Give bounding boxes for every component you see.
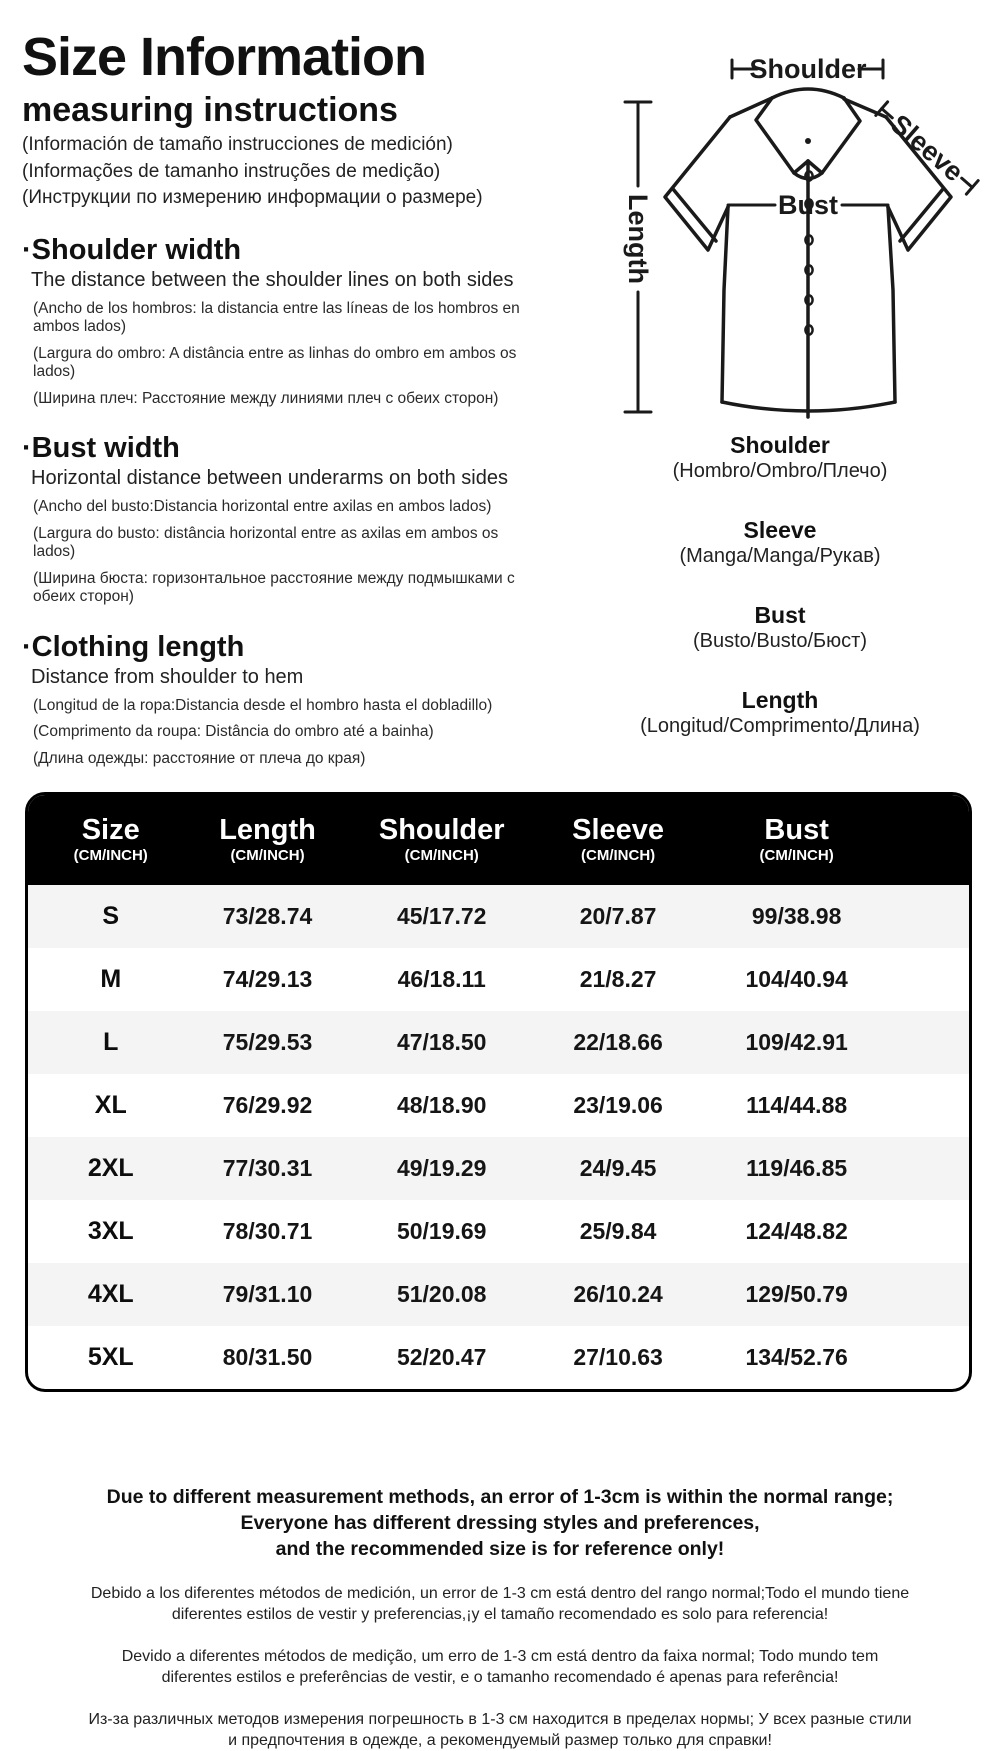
cell-size: 5XL [87,1343,134,1371]
section-description: Distance from shoulder to hem [31,665,304,688]
table-row-2xl [28,1137,969,1200]
table-row-5xl [28,1326,969,1389]
section-translation-pt: (Largura do busto: distância horizontal entre as axilas em ambos os lados) [33,524,499,560]
page-title: Size Information [22,27,427,87]
column-unit: (CM/INCH) [230,847,305,864]
sleeve-diagram-label: Sleeve [884,108,970,188]
cell-length: 75/29.53 [222,1029,313,1055]
section-translation-es: (Longitud de la ropa:Distancia desde el hombro hasta el dobladillo) [33,696,493,714]
legend-length [555,687,1000,739]
table-row-xl [28,1074,969,1137]
cell-length: 78/30.71 [222,1218,313,1244]
cell-bust: 119/46.85 [746,1155,848,1181]
section-description: The distance between the shoulder lines on both sides [31,268,514,291]
title-translation-ru: (Инструкции по измерению информации о размере) [22,187,483,208]
disclaimer-en-line3: and the recommended size is for reference only! [275,1538,725,1560]
column-label: Shoulder [378,814,505,846]
cell-size: XL [94,1091,127,1119]
cell-shoulder: 50/19.69 [396,1218,487,1244]
section-heading-text: Shoulder width [31,233,242,266]
section-heading [22,432,542,465]
title-translation-es: (Información de tamaño instrucciones de medición) [22,134,453,155]
column-unit: (CM/INCH) [581,847,656,864]
cell-sleeve: 24/9.45 [579,1155,657,1181]
cell-sleeve: 21/8.27 [579,966,657,992]
title-translation-pt: (Informações de tamanho instruções de medição) [22,160,441,182]
cell-sleeve: 22/18.66 [573,1029,663,1055]
bust-diagram-label: Bust [778,190,838,220]
cell-size: 3XL [87,1217,134,1245]
legend-term: Length [741,687,819,713]
legend-translation: (Longitud/Comprimento/Длина) [640,715,920,737]
cell-bust: 99/38.98 [751,903,842,929]
cell-shoulder: 46/18.11 [397,966,486,992]
disclaimer-es [0,1583,1000,1625]
section-shoulder-width [22,234,542,409]
cell-shoulder: 45/17.72 [396,903,487,929]
legend-shoulder [555,432,1000,484]
disclaimer-pt-line1: Devido a diferentes métodos de medição, um erro de 1-3 cm está dentro da faixa normal; Todo mundo tem [121,1648,879,1665]
section-bust-width [22,432,542,607]
page-subtitle: measuring instructions [22,91,398,129]
bullet-glyph: · [22,630,32,663]
column-header-length [193,814,341,866]
disclaimer-es-line1: Debido a los diferentes métodos de medición, un error de 1-3 cm está dentro del rango normal;Todo el mundo tiene [90,1585,910,1602]
disclaimer-es-line2: diferentes estilos de vestir y preferencias,¡y el tamaño recomendado es solo para referencia! [171,1606,829,1623]
section-heading [22,234,542,267]
legend-translation: (Busto/Busto/Бюст) [692,630,867,652]
cell-sleeve: 23/19.06 [573,1092,663,1118]
size-table-header [28,795,969,885]
disclaimer-ru-line2: и предпочтения в одежде, а рекомендуемый размер только для справки! [228,1732,772,1749]
cell-sleeve: 26/10.24 [573,1281,663,1307]
column-label: Sleeve [572,814,665,846]
cell-sleeve: 27/10.63 [573,1344,663,1370]
legend-sleeve [555,517,1000,569]
diagram-legend [555,432,1000,772]
table-row-s [28,885,969,948]
column-header-shoulder [342,814,542,866]
legend-translation: (Hombro/Ombro/Плечо) [672,460,888,482]
measuring-instructions-column [22,26,542,768]
sleeve-measure-line [872,97,982,198]
cell-sleeve: 20/7.87 [579,903,657,929]
cell-shoulder: 49/19.29 [396,1155,487,1181]
table-row-4xl [28,1263,969,1326]
section-clothing-length [22,631,542,769]
disclaimer-ru [0,1709,1000,1751]
cell-size: 2XL [87,1154,134,1182]
size-chart-table [25,792,972,1392]
cell-length: 74/29.13 [222,966,313,992]
table-row-m [28,948,969,1011]
disclaimer-en-line1: Due to different measurement methods, an error of 1-3cm is within the normal range; [106,1486,894,1508]
disclaimer-en-line2: Everyone has different dressing styles and preferences, [240,1512,760,1534]
length-diagram-label: Length [623,194,653,284]
shirt-measurement-diagram [545,40,1000,432]
cell-sleeve: 25/9.84 [579,1218,657,1244]
section-translation-es: (Ancho del busto:Distancia horizontal entre axilas en ambos lados) [33,498,492,515]
cell-bust: 109/42.91 [745,1029,848,1055]
disclaimer-pt [0,1646,1000,1688]
shoulder-diagram-label: Shoulder [749,54,867,84]
column-unit: (CM/INCH) [73,847,148,864]
cell-shoulder: 47/18.50 [396,1029,487,1055]
column-label: Bust [764,814,829,846]
cell-shoulder: 52/20.47 [396,1344,487,1370]
cell-length: 76/29.92 [222,1092,313,1118]
section-translation-pt: (Largura do ombro: A distância entre as linhas do ombro em ambos os lados) [33,344,517,380]
column-header-sleeve [542,814,694,866]
column-unit: (CM/INCH) [404,847,479,864]
section-translation-ru: (Ширина бюста: горизонтальное расстояние между подмышками с обеих сторон) [33,569,515,605]
section-translation-ru: (Длина одежды: расстояние от плеча до края) [33,749,366,767]
cell-shoulder: 48/18.90 [396,1092,487,1118]
table-row-3xl [28,1200,969,1263]
section-heading-text: Bust width [31,432,180,464]
cell-bust: 114/44.88 [746,1092,848,1118]
cell-size: M [100,965,122,993]
column-label: Size [81,814,140,846]
column-header-bust [694,814,899,866]
column-unit: (CM/INCH) [759,847,834,864]
section-description: Horizontal distance between underarms on both sides [31,467,508,489]
section-translation-ru: (Ширина плеч: Расстояние между линиями плеч с обеих сторон) [33,389,499,407]
cell-length: 79/31.10 [222,1281,313,1307]
legend-translation: (Manga/Manga/Рукав) [679,545,881,567]
cell-length: 77/30.31 [222,1155,313,1181]
cell-bust: 134/52.76 [745,1344,848,1370]
bullet-glyph: · [22,233,32,266]
column-label: Length [219,814,316,846]
disclaimer-footer [0,1484,1000,1751]
cell-size: S [102,902,120,930]
cell-bust: 104/40.94 [745,966,848,992]
bullet-glyph: · [22,432,32,464]
legend-term: Sleeve [743,517,817,543]
cell-bust: 124/48.82 [745,1218,848,1244]
cell-size: 4XL [87,1280,134,1308]
disclaimer-en [0,1484,1000,1562]
cell-length: 80/31.50 [222,1344,313,1370]
cell-bust: 129/50.79 [745,1281,848,1307]
disclaimer-pt-line2: diferentes estilos e preferências de vestir, e o tamanho recomendado é apenas para referência! [161,1669,839,1686]
cell-length: 73/28.74 [222,903,313,929]
legend-bust [555,602,1000,654]
section-translation-pt: (Comprimento da roupa: Distância do ombro até a bainha) [33,723,434,740]
section-translation-es: (Ancho de los hombros: la distancia entre las líneas de los hombros en ambos lados) [33,299,520,335]
cell-size: L [103,1028,119,1056]
legend-term: Bust [754,602,806,628]
cell-shoulder: 51/20.08 [396,1281,487,1307]
column-header-size [28,814,193,866]
legend-term: Shoulder [730,432,830,458]
section-heading [22,631,542,664]
section-heading-text: Clothing length [31,630,245,663]
table-row-l [28,1011,969,1074]
disclaimer-ru-line1: Из-за различных методов измерения погрешность в 1-3 см находится в пределах нормы; У всех разные стили [88,1711,912,1728]
